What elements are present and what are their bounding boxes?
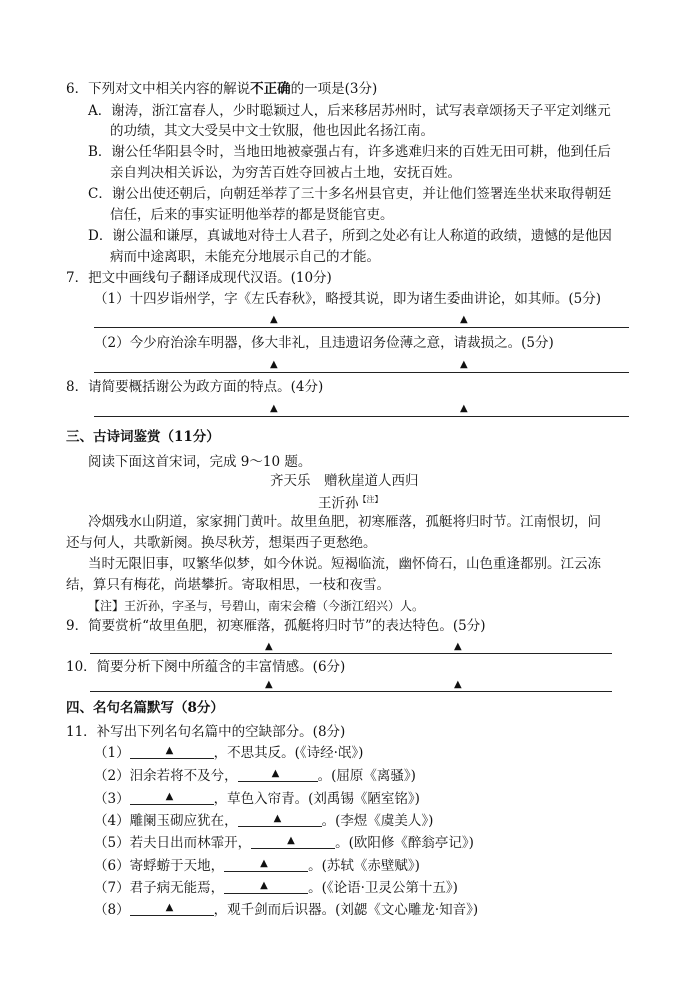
fill-in-blank[interactable] — [130, 744, 214, 759]
q6-option-d-line2: 病而中途离职，未能充分地展示自己的才能。 — [110, 249, 380, 265]
answer-mark: ▲ — [460, 314, 468, 325]
q11-item-number: （4） — [94, 813, 130, 829]
q6-stem-prefix: 6．下列对文中相关内容的解说 — [66, 81, 251, 97]
answer-mark: ▲ — [271, 768, 280, 779]
poem-note: 【注】王沂孙，字圣与，号碧山，南宋会稽（今浙江绍兴）人。 — [88, 599, 425, 613]
q11-item-before: 寄蜉蝣于天地， — [129, 858, 225, 874]
section-4-heading: 四、名句名篇默写（8分） — [66, 700, 224, 716]
poem-author-note-mark: 【注】 — [358, 495, 383, 504]
answer-mark: ▲ — [460, 359, 468, 370]
answer-line-q7-1[interactable] — [94, 327, 629, 328]
answer-mark: ▲ — [260, 880, 268, 891]
q11-item-number: （3） — [94, 791, 130, 807]
fill-in-blank[interactable] — [224, 857, 308, 872]
fill-in-blank[interactable] — [251, 834, 335, 849]
answer-mark: ▲ — [270, 314, 278, 325]
q6-option-c-line2: 信任，后来的事实证明他举荐的都是贤能官吏。 — [110, 207, 394, 223]
q11-item-after: 。(欧阳修《醉翁亭记》) — [335, 835, 474, 851]
q11-item-after: ，草色入帘青。(刘禹锡《陋室铭》) — [213, 791, 420, 807]
q6-option-a-line2: 的功绩，其文大受吴中文士钦服，他也因此名扬江南。 — [110, 123, 434, 139]
fill-in-blank[interactable] — [238, 812, 322, 827]
poem-line-3: 当时无限旧事，叹繁华似梦，如今休说。短褐临流，幽怀倚石，山色重逢都别。江云冻 — [88, 556, 601, 572]
q11-item-number: （5） — [94, 835, 130, 851]
q6-option-b-line1: B．谢公任华阳县令时，当地田地被豪强占有，许多逃难归来的百姓无田可耕，他到任后 — [88, 144, 611, 160]
answer-mark: ▲ — [273, 813, 282, 824]
q11-item-number: （6） — [94, 858, 130, 874]
q6-option-a-line1: A．谢涛，浙江富春人，少时聪颖过人，后来移居苏州时，试写表章颂扬天子平定刘继元 — [88, 103, 611, 119]
q6-option-d-line1: D．谢公温和谦厚，真诚地对待士人君子，所到之处必有让人称道的政绩，遗憾的是他因 — [88, 228, 612, 244]
poem-title: 齐天乐 赠秋崖道人西归 — [270, 473, 419, 489]
q11-item-number: （7） — [94, 880, 130, 896]
answer-mark: ▲ — [270, 359, 278, 370]
q11-item-3 — [94, 790, 420, 808]
q11-item-after: 。(李煜《虞美人》) — [321, 813, 434, 829]
q10-stem: 10．简要分析下阕中所蕴含的丰富情感。(6分) — [66, 659, 346, 675]
q11-item-after: ，观千剑而后识器。(刘勰《文心雕龙·知音》) — [213, 902, 479, 918]
q6-option-b-line2: 亲自判决相关诉讼，为穷苦百姓夺回被占土地，安抚百姓。 — [110, 165, 461, 181]
q8-stem: 8．请简要概括谢公为政方面的特点。(4分) — [66, 379, 324, 395]
answer-mark: ▲ — [165, 791, 174, 802]
q11-item-before: 若夫日出而林霏开， — [129, 835, 252, 851]
q11-item-number: （8） — [94, 902, 130, 918]
fill-in-blank[interactable] — [130, 901, 214, 916]
q6-stem-emphasis: 不正确 — [250, 81, 291, 97]
q11-item-before: 汨余若将不及兮， — [129, 768, 238, 784]
q11-item-after: ，不思其反。(《诗经·氓》) — [213, 745, 364, 761]
q6-stem — [66, 80, 377, 98]
answer-mark: ▲ — [460, 403, 468, 414]
q11-stem: 11．补写出下列名句名篇中的空缺部分。(8分) — [66, 724, 346, 740]
q11-item-number: （1） — [94, 745, 130, 761]
q11-item-5 — [94, 834, 474, 852]
q11-item-7 — [94, 879, 458, 897]
answer-mark: ▲ — [454, 641, 462, 652]
q9-stem: 9．简要赏析“故里鱼肥，初寒雁落，孤艇将归时节”的表达特色。(5分) — [66, 618, 486, 634]
answer-line-q8[interactable] — [94, 416, 629, 417]
poem-line-2: 还与何人，共歌新阕。换尽秋芳，想渠西子更愁绝。 — [66, 535, 377, 551]
poem-author-name: 王沂孙 — [318, 495, 359, 512]
q11-item-6 — [94, 857, 420, 875]
q6-option-c-line1: C．谢公出使还朝后，向朝廷举荐了三十多名州县官吏，并让他们签署连坐状来取得朝廷 — [88, 186, 612, 202]
q7-sentence-2: （2）今少府治涂车明器，侈大非礼，且违遗诏务俭薄之意，请裁损之。(5分) — [94, 335, 554, 351]
answer-line-q7-2[interactable] — [94, 372, 629, 373]
fill-in-blank[interactable] — [238, 767, 318, 782]
fill-in-blank[interactable] — [224, 879, 308, 894]
poem-author — [318, 491, 383, 513]
section-3-heading: 三、古诗词鉴赏（11分） — [66, 429, 220, 445]
q11-item-after: 。(屈原《离骚》) — [317, 768, 416, 784]
answer-line-q10[interactable] — [90, 691, 612, 692]
q11-item-before: 君子病无能焉， — [129, 880, 225, 896]
answer-mark: ▲ — [287, 835, 295, 846]
poem-line-1: 冷烟残水山阴道，家家拥门黄叶。故里鱼肥，初寒雁落，孤艇将归时节。江南恨切，问 — [88, 514, 601, 530]
answer-mark: ▲ — [260, 858, 268, 869]
answer-mark: ▲ — [270, 403, 278, 414]
q7-sentence-1: （1）十四岁诣州学，字《左氏春秋》，略授其说，即为诸生委曲讲论，如其师。(5分) — [94, 291, 601, 307]
answer-mark: ▲ — [265, 641, 273, 652]
answer-mark: ▲ — [265, 679, 273, 690]
fill-in-blank[interactable] — [130, 790, 214, 805]
q6-stem-suffix: 的一项是(3分) — [290, 81, 378, 97]
q11-item-before: 雕阑玉砌应犹在， — [129, 813, 238, 829]
q11-item-after: 。(苏轼《赤壁赋》) — [308, 858, 420, 874]
q7-stem: 7．把文中画线句子翻译成现代汉语。(10分) — [66, 270, 332, 286]
q11-item-8 — [94, 901, 478, 919]
q11-item-2 — [94, 767, 416, 785]
q11-item-4 — [94, 812, 433, 830]
q11-item-number: （2） — [94, 768, 130, 784]
answer-mark: ▲ — [165, 745, 174, 756]
answer-line-q9[interactable] — [90, 653, 612, 654]
poem-intro: 阅读下面这首宋词，完成 9～10 题。 — [88, 454, 312, 470]
q11-item-after: 。(《论语·卫灵公第十五》) — [308, 880, 458, 896]
q11-item-1 — [94, 744, 363, 762]
answer-mark: ▲ — [454, 679, 462, 690]
answer-mark: ▲ — [165, 902, 174, 913]
poem-line-4: 结，算只有梅花，尚堪攀折。寄取相思，一枝和夜雪。 — [66, 577, 390, 593]
